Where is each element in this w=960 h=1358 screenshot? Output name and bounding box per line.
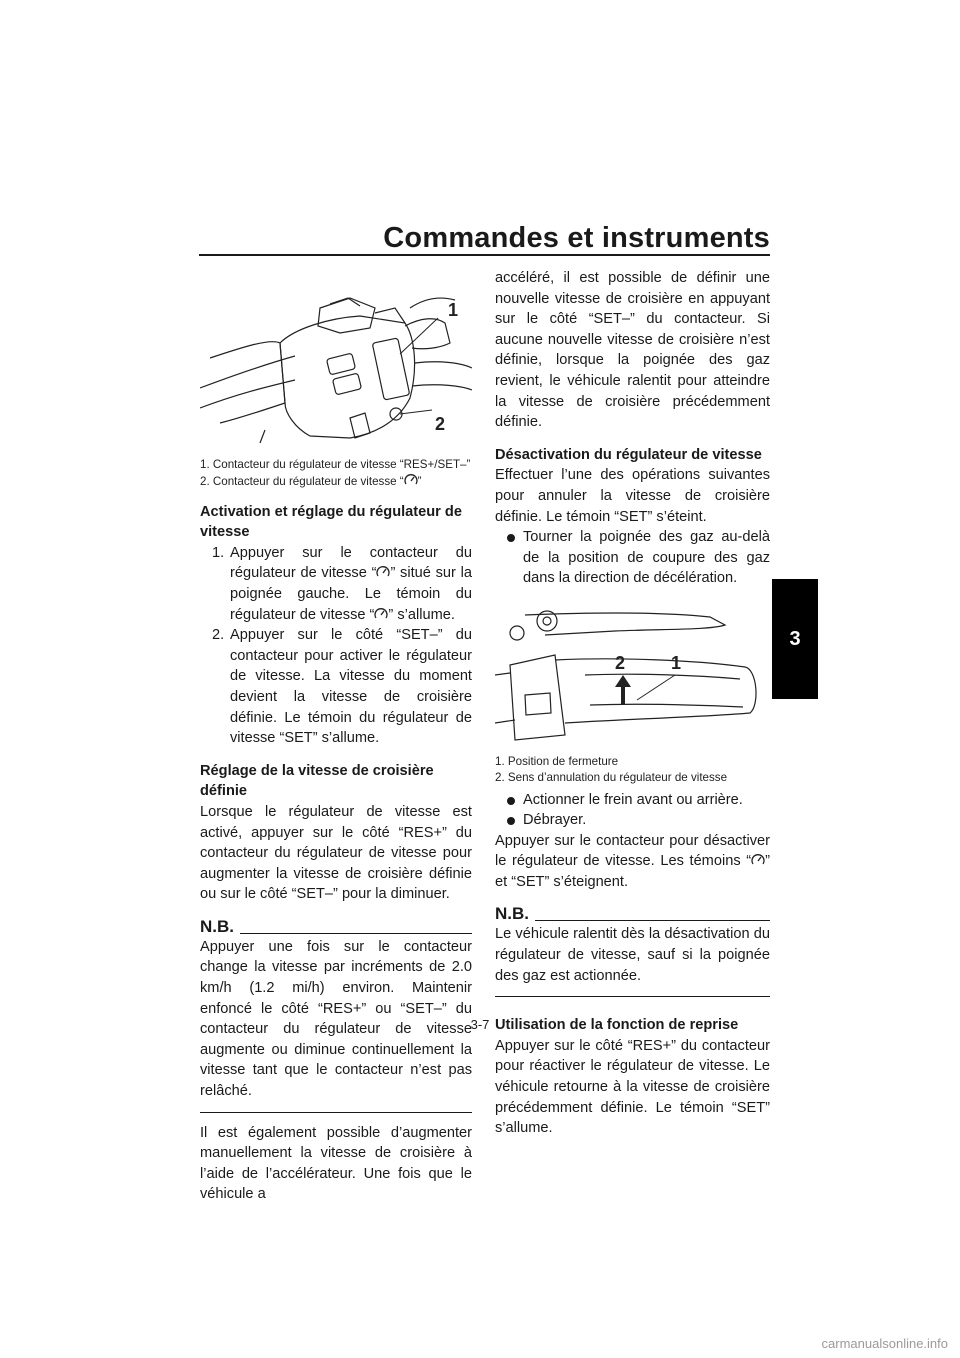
left-column (200, 268, 472, 1205)
throttle-grip-illustration (495, 595, 770, 745)
body-paragraph: Effectuer l’une des opérations suivantes pour annuler la vitesse de croisière définie. Le témoin “SET” s’éteint. (495, 467, 770, 525)
nb-rule (535, 920, 770, 921)
chapter-tab[interactable]: 3 (772, 579, 818, 699)
cruise-control-icon (404, 473, 418, 487)
bullet-item: Actionner le frein avant ou arrière. (495, 790, 770, 811)
bullet-item: Tourner la poignée des gaz au-delà de la position de coupure des gaz dans la direction de décélération. (495, 527, 770, 589)
section-heading: Désactivation du régulateur de vitesse (495, 446, 762, 463)
watermark[interactable]: carmanualsonline.info (821, 1336, 948, 1351)
callout-1: 1 (448, 300, 459, 320)
step-2: 2. Appuyer sur le côté “SET–” du contacteur pour activer le régulateur de vitesse. La vitesse du moment devient la vitesse de croisière définie. Le témoin du régulateur de vitesse “SET” s’allume. (212, 627, 472, 747)
nb-label: N.B. (495, 904, 529, 924)
bullet-item: Débrayer. (495, 810, 770, 831)
nb-text: Le véhicule ralentit dès la désactivation du régulateur de vitesse, sauf si la poignée des gaz est actionnée. (495, 926, 770, 984)
figure-caption (495, 754, 770, 786)
cruise-control-icon (376, 565, 390, 579)
caption-item-1: 1. Position de fermeture (495, 754, 619, 768)
body-paragraph: Appuyer sur le côté “RES+” du contacteur pour réactiver le régulateur de vitesse. Le véhicule retourne à la vitesse de croisière précédemment définie. Le témoin “SET” s’allume. (495, 1037, 770, 1137)
step-1: 1. Appuyer sur le contacteur du régulateur de vitesse “ ” situé sur la poignée gauche. Le témoin du régulateur de vitesse “ ” s’allume. (212, 544, 472, 623)
callout-2: 2 (435, 414, 446, 434)
cruise-control-icon (374, 607, 388, 621)
caption-item-1: 1. Contacteur du régulateur de vitesse “RES+/SET–” (200, 457, 471, 471)
body-paragraph: Lorsque le régulateur de vitesse est activé, appuyer sur le côté “RES+” du contacteur du régulateur de vitesse pour augmenter la vitesse de croisière définie ou sur le côté “SET–” pour la diminuer. (200, 803, 472, 903)
callout-1: 1 (671, 652, 682, 673)
title-rule (199, 254, 770, 256)
section-heading: Activation et réglage du régulateur de vitesse (200, 503, 462, 541)
page-number: 3-7 (470, 1017, 490, 1032)
nb-label: N.B. (200, 916, 234, 936)
nb-end-rule (495, 996, 770, 997)
caption-item-2: 2. Contacteur du régulateur de vitesse “ ” (200, 474, 422, 488)
body-paragraph: Il est également possible d’augmenter manuellement la vitesse de croisière à l’aide de l’accélérateur. Une fois que le véhicule a (200, 1124, 472, 1203)
right-column (495, 268, 770, 1139)
cruise-control-icon (751, 853, 765, 867)
figure-caption (200, 457, 472, 490)
handlebar-switch-figure (200, 268, 472, 490)
callout-2: 2 (615, 652, 626, 673)
section-heading: Réglage de la vitesse de croisière définie (200, 762, 434, 800)
body-paragraph: Appuyer sur le contacteur pour désactiver le régulateur de vitesse. Les témoins “ ” et “SET” s’éteignent. (495, 832, 770, 890)
nb-header (200, 917, 472, 937)
nb-end-rule (200, 1112, 472, 1113)
body-paragraph: accéléré, il est possible de définir une nouvelle vitesse de croisière en appuyant sur le côté “SET–” du contacteur. Si aucune nouvelle vitesse de croisière n’est définie, lorsque la poignée des gaz revient, le véhicule ralentit pour atteindre la vitesse de croisière précédemment définie. (495, 270, 770, 431)
page-title: Commandes et instruments (383, 222, 770, 254)
nb-text: Appuyer une fois sur le contacteur change la vitesse par incréments de 2.0 km/h (1.2 mi/h) environ. Maintenir enfoncé le côté “RES+” ou “SET–” du contacteur du régulateur de vitesse augmente ou diminue continuellement la vitesse tant que le contacteur n’est pas relâché. (200, 938, 472, 1100)
nb-header (495, 904, 770, 924)
throttle-grip-figure (495, 595, 770, 786)
handlebar-switch-illustration (200, 268, 472, 448)
section-heading: Utilisation de la fonction de reprise (495, 1017, 739, 1034)
nb-rule (240, 933, 472, 934)
caption-item-2: 2. Sens d’annulation du régulateur de vitesse (495, 770, 728, 784)
